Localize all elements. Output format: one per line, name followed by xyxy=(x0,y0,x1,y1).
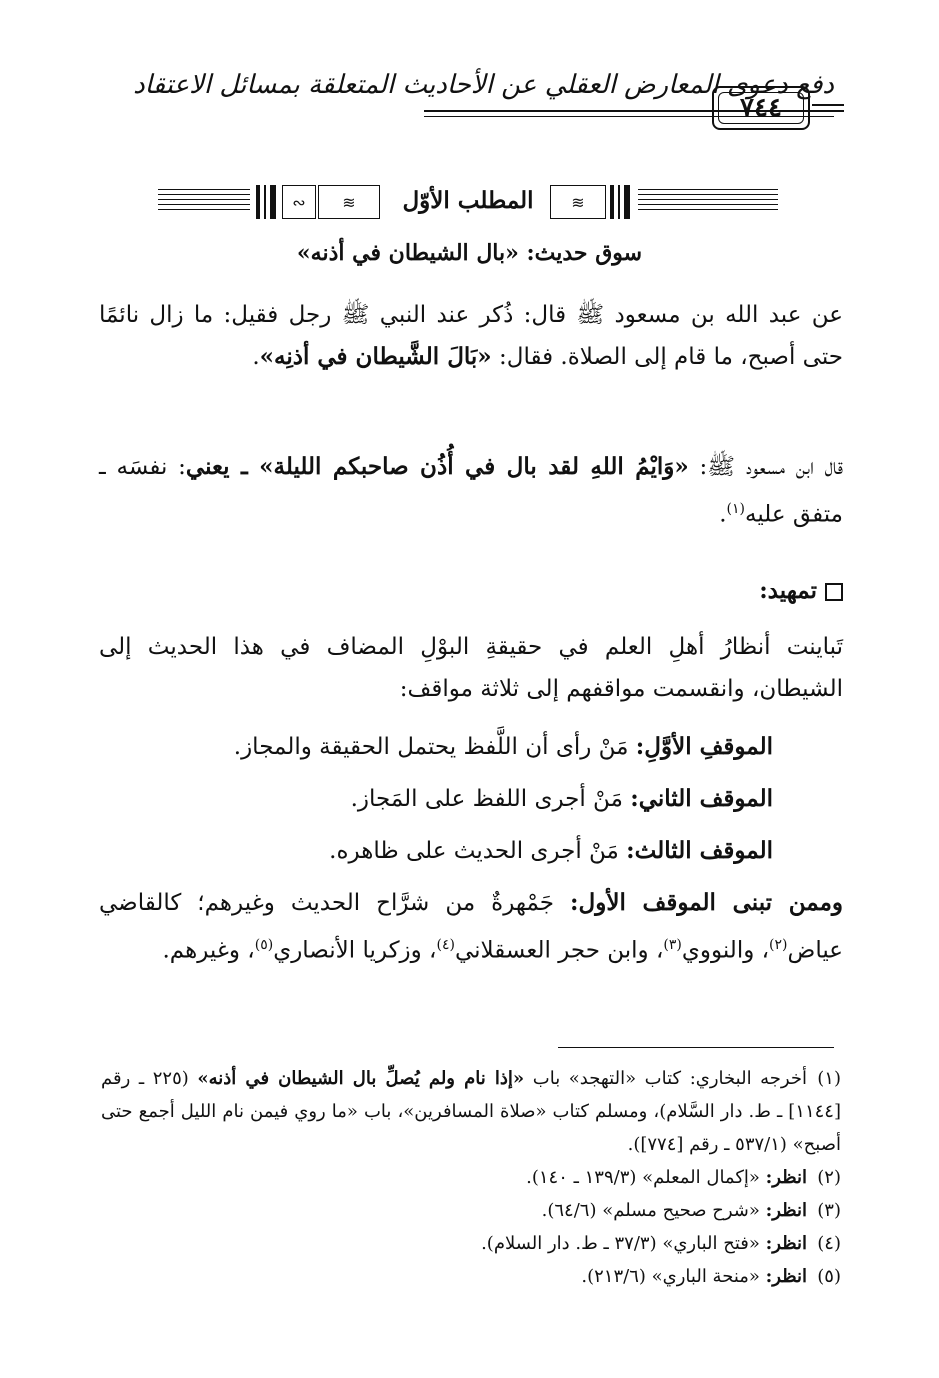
stance-label: الموقف الثالث: xyxy=(626,837,773,864)
footnote-text: «شرح صحيح مسلم» (٦٤/٦). xyxy=(541,1200,766,1221)
footnote-ref: (١) xyxy=(726,501,745,517)
hadith-quote: «وَايْمُ اللهِ لقد بال في أُذُن صاحبكم الليلة» xyxy=(259,453,689,480)
stance-text: مَنْ رأى أن اللَّفظ يحتمل الحقيقة والمجاز. xyxy=(233,734,636,760)
square-bullet-icon xyxy=(825,583,843,601)
footnote-bold-text: «إذا نام ولم يُصلِّ بال الشيطان في أذنه» xyxy=(197,1068,525,1089)
page-number-frame xyxy=(712,86,810,130)
stance-3 xyxy=(99,830,773,872)
ornament-bar xyxy=(256,185,260,219)
header-dash xyxy=(812,104,844,106)
footnote-1 xyxy=(101,1062,841,1161)
footnote-text: «فتح الباري» (٣٧/٣ ـ ط. دار السلام). xyxy=(481,1233,766,1254)
intro-heading xyxy=(99,570,843,612)
page-header xyxy=(94,62,834,132)
footnote-bold-text: انظر: xyxy=(765,1233,807,1254)
hadith-text: عن عبد الله بن مسعود ﷺ قال: ذُكر عند النبي ﷺ رجل فقيل: ما زال نائمًا حتى أصبح، ما قام إلى الصلاة. فقال: xyxy=(99,302,843,370)
ornament-bar xyxy=(610,185,614,219)
paragraph-text: ، وابن حجر العسقلاني xyxy=(454,937,664,964)
header-dash xyxy=(812,110,844,112)
section-title: المطلب الأوّل xyxy=(402,187,534,214)
footnote-number: (٤) xyxy=(817,1233,841,1254)
footnote-separator xyxy=(558,1047,834,1048)
ornament-icon: ∾ xyxy=(282,185,316,219)
paragraph-text: ، وزكريا الأنصاري xyxy=(273,937,437,964)
footnote-ref: (٤) xyxy=(436,937,455,953)
ornament-icon: ≋ xyxy=(550,185,606,219)
footnote-number: (٣) xyxy=(817,1200,841,1221)
ornament-lines-right xyxy=(638,189,778,215)
running-title: دفع دعوى المعارض العقلي عن الأحاديث المتعلقة بمسائل الاعتقاد xyxy=(133,70,834,100)
stance-label: الموقفِ الأوَّلِ: xyxy=(635,733,773,760)
footnote-text: «إكمال المعلم» (١٣٩/٣ ـ ١٤٠). xyxy=(526,1167,766,1188)
intro-paragraph xyxy=(99,626,843,710)
stance-1 xyxy=(99,726,773,768)
ornament-bar xyxy=(264,185,266,219)
footnote-bold-text: انظر: xyxy=(765,1200,807,1221)
footnote-4 xyxy=(101,1227,841,1260)
footnote-3 xyxy=(101,1194,841,1227)
footnote-number: (٥) xyxy=(817,1266,841,1287)
stance-text: مَنْ أجرى الحديث على ظاهره. xyxy=(329,838,627,864)
footnote-bold-text: انظر: xyxy=(765,1266,807,1287)
stance-text: مَنْ أجرى اللفظ على المَجاز. xyxy=(350,786,631,812)
footnote-ref: (٥) xyxy=(254,937,274,953)
footnote-5 xyxy=(101,1260,841,1293)
page-number: ٧٤٤ xyxy=(718,92,804,124)
punctuation: . xyxy=(719,501,727,528)
hadith-paragraph-2 xyxy=(99,446,843,536)
section-heading xyxy=(158,183,778,223)
punctuation: . xyxy=(252,344,260,370)
stance-2 xyxy=(99,778,773,820)
intro-text: تَباينت أنظارُ أهلِ العلم في حقيقةِ البوْلِ المضاف في هذا الحديث إلى الشيطان، وانقسمت مواقفهم إلى ثلاثة مواقف: xyxy=(99,634,843,702)
footnote-ref: (٢) xyxy=(769,937,788,953)
hadith-paragraph-1 xyxy=(99,294,843,378)
stance-label: الموقف الثاني: xyxy=(630,785,773,812)
hadith-text: قال ابن مسعود ﷺ: xyxy=(688,454,843,480)
paragraph-label: وممن تبنى الموقف الأول: xyxy=(570,889,844,916)
hadith-subheading: سوق حديث: «بال الشيطان في أذنه» xyxy=(296,240,643,266)
ornament-bar xyxy=(270,185,276,219)
ornament-icon: ≋ xyxy=(318,185,380,219)
ornament-lines-left xyxy=(158,189,250,215)
footnote-ref: (٣) xyxy=(663,937,682,953)
paragraph-text: ، والنووي xyxy=(681,937,770,964)
first-stance-paragraph xyxy=(99,882,843,972)
hadith-quote: «بَالَ الشَّيطان في أذنِه» xyxy=(259,343,492,370)
footnote-text: (٢٢٥ ـ رقم [١١٤٤] ـ ط. دار السَّلام)، ومسلم كتاب «صلاة المسافرين»، باب «ما روي فيمن نام الليل أجمع حتى أصبح» (٥٣٧/١ ـ رقم [٧٧٤]). xyxy=(101,1068,841,1155)
footnotes xyxy=(101,1062,841,1293)
footnote-2 xyxy=(101,1161,841,1194)
hadith-text: : نفسَه ـ متفق عليه xyxy=(99,454,843,528)
footnote-bold-text: انظر: xyxy=(765,1167,807,1188)
paragraph-text: جَمْهرةٌ من شرَّاح الحديث وغيرهم؛ كالقاضي عياض xyxy=(99,890,843,964)
footnote-text: «منحة الباري» (٢١٣/٦). xyxy=(581,1266,766,1287)
ornament-bar xyxy=(624,185,630,219)
intro-label: تمهيد: xyxy=(759,577,817,604)
footnote-number: (٢) xyxy=(817,1167,841,1188)
hadith-text: ـ يعني xyxy=(185,453,260,480)
footnote-text: أخرجه البخاري: كتاب «التهجد» باب xyxy=(524,1068,807,1089)
footnote-number: (١) xyxy=(817,1068,841,1089)
ornament-bar xyxy=(618,185,620,219)
paragraph-text: ، وغيرهم. xyxy=(162,937,255,964)
